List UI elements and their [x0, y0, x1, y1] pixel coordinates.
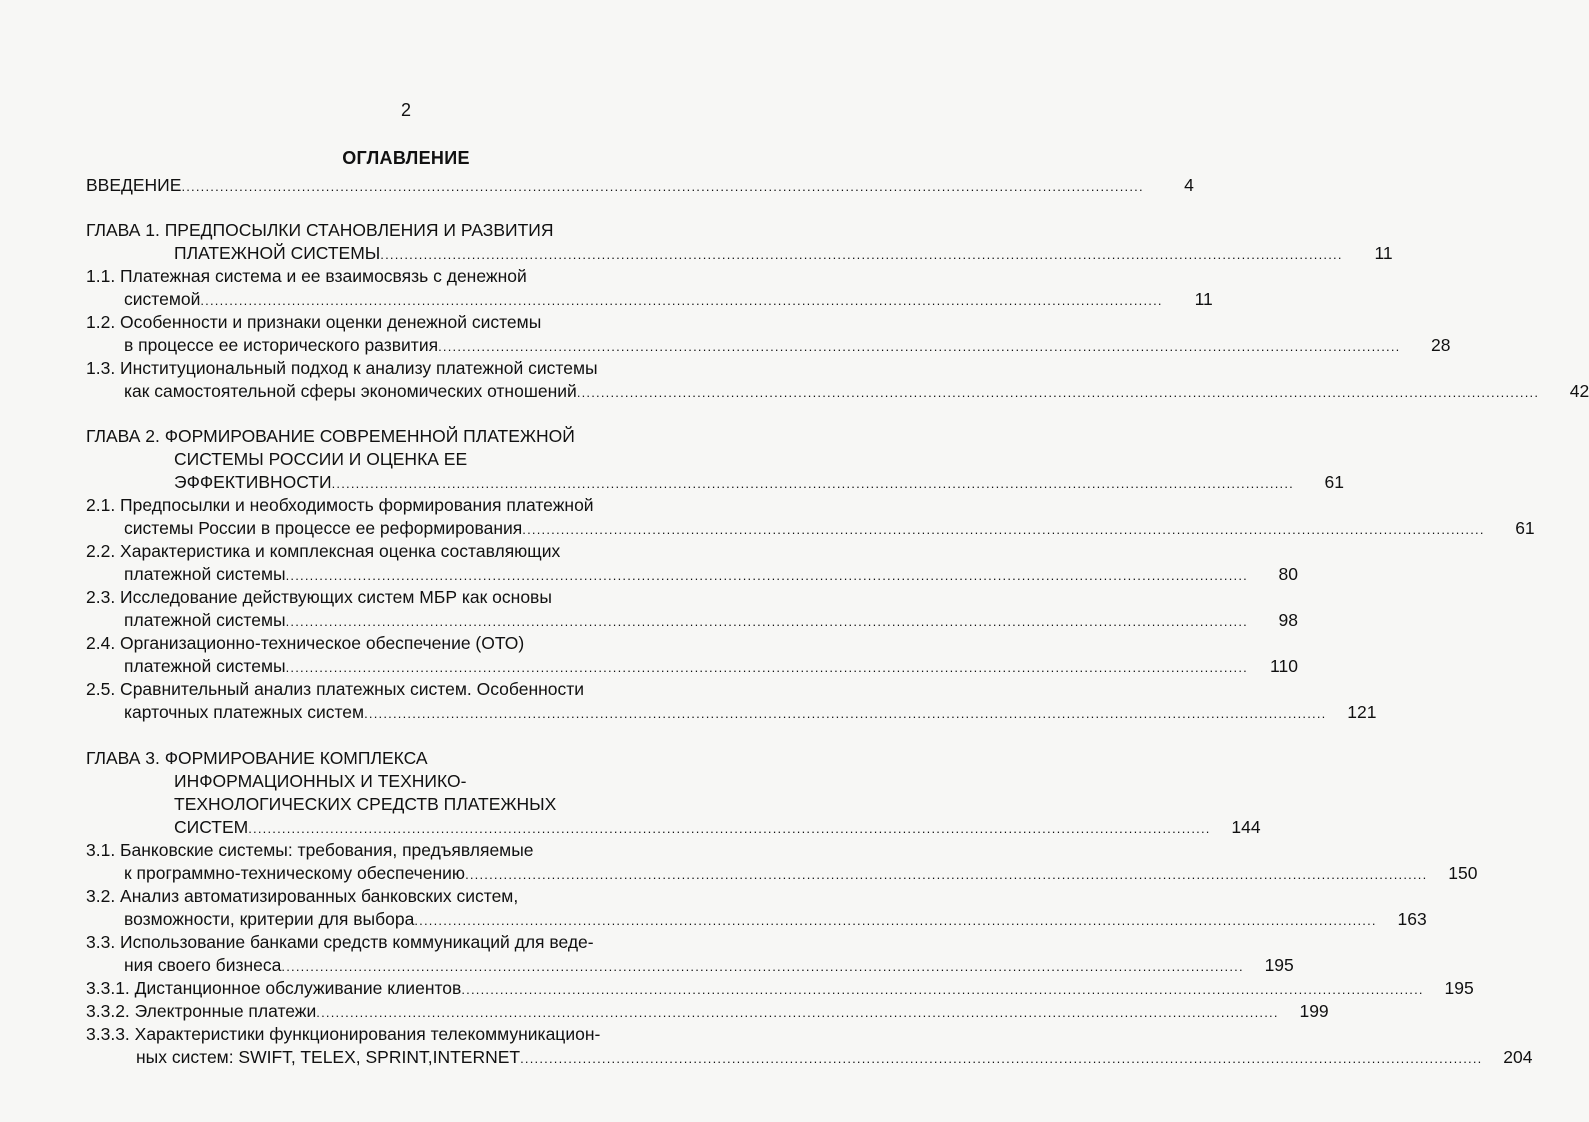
toc-entry-title: как самостоятельной сферы экономических отношений [124, 381, 577, 401]
toc-entry-title: 1.3. Институциональный подход к анализу платежной системы [86, 358, 598, 378]
toc-line [86, 493, 730, 517]
dot-leader: ........................................................................................................................................................................................................ [281, 959, 1244, 974]
toc-entry-page: 98 [1278, 610, 1298, 630]
toc-entry-title: СИСТЕМЫ РОССИИ И ОЦЕНКА ЕЕ [174, 449, 468, 469]
toc-entry-title: ТЕХНОЛОГИЧЕСКИХ СРЕДСТВ ПЛАТЕЖНЫХ [174, 794, 557, 814]
toc-entry-title: платежной системы [124, 564, 286, 584]
dot-leader: ........................................................................................................................................................................................................ [380, 247, 1343, 262]
toc-entry-page: 61 [1515, 518, 1535, 538]
dot-leader: ........................................................................................................................................................................................................ [520, 1051, 1483, 1066]
toc-entry-page: 61 [1324, 472, 1344, 492]
toc-entry-title: 2.1. Предпосылки и необходимость формирования платежной [86, 495, 594, 515]
toc-entry-title: возможности, критерии для выбора [124, 909, 415, 929]
toc-entry-page: 150 [1448, 863, 1478, 883]
toc-line [86, 838, 730, 862]
toc-line [86, 1022, 730, 1046]
toc-entry [174, 815, 1261, 839]
dot-leader: ........................................................................................................................................................................................................ [461, 982, 1424, 997]
toc-entry-title: СИСТЕМ [174, 817, 249, 837]
toc-entry-title: ГЛАВА 2. ФОРМИРОВАНИЕ СОВРЕМЕННОЙ ПЛАТЕЖНОЙ [86, 426, 575, 446]
toc-entry-page: 28 [1430, 335, 1451, 355]
toc-entry [124, 379, 1589, 403]
toc-line [86, 218, 730, 242]
toc-entry [174, 470, 1344, 494]
toc-entry-title: 1.2. Особенности и признаки оценки денежной системы [86, 312, 542, 332]
toc-entry-title: системы России в процессе ее реформирования [124, 518, 523, 538]
dot-leader: ........................................................................................................................................................................................................ [285, 568, 1248, 583]
dot-leader: ........................................................................................................................................................................................................ [414, 913, 1377, 928]
toc-entry-title: карточных платежных систем [124, 702, 365, 722]
toc-entry [124, 608, 1298, 632]
toc-entry [174, 241, 1393, 265]
dot-leader: ........................................................................................................................................................................................................ [181, 179, 1144, 194]
toc-entry-page: 144 [1231, 817, 1261, 837]
toc-line [86, 884, 730, 908]
dot-leader: ........................................................................................................................................................................................................ [285, 660, 1248, 675]
toc-entry [124, 562, 1298, 586]
toc-entry-title: 3.2. Анализ автоматизированных банковских систем, [86, 886, 519, 906]
toc-entry-page: 195 [1444, 978, 1474, 998]
toc-entry [124, 333, 1451, 357]
toc-line [86, 930, 730, 954]
dot-leader: ........................................................................................................................................................................................................ [465, 867, 1428, 882]
toc-entry [124, 654, 1298, 678]
toc-entry-title: ВВЕДЕНИЕ [86, 175, 182, 195]
toc-entry-page: 11 [1194, 289, 1213, 309]
toc-entry [136, 1045, 1533, 1069]
toc-entry [86, 999, 1329, 1023]
dot-leader: ........................................................................................................................................................................................................ [576, 385, 1540, 400]
toc-line [86, 539, 730, 563]
toc-entry-title: 3.3. Использование банками средств коммуникаций для веде- [86, 932, 594, 952]
toc-entry-page: 163 [1397, 909, 1427, 929]
toc-entry-title: ИНФОРМАЦИОННЫХ И ТЕХНИКО- [174, 771, 467, 791]
toc-entry [86, 173, 1194, 197]
dot-leader: ........................................................................................................................................................................................................ [331, 476, 1294, 491]
toc-entry [124, 861, 1478, 885]
toc-entry-page: 42 [1569, 381, 1589, 401]
toc-entry-page: 195 [1264, 955, 1294, 975]
toc-entry-page: 110 [1270, 656, 1298, 676]
toc-line [86, 424, 730, 448]
toc-entry-title: 2.2. Характеристика и комплексная оценка составляющих [86, 541, 561, 561]
toc-entry [124, 953, 1294, 977]
toc-line [86, 631, 730, 655]
toc-entry-page: 80 [1278, 564, 1298, 584]
dot-leader: ........................................................................................................................................................................................................ [285, 614, 1248, 629]
dot-leader: ........................................................................................................................................................................................................ [364, 706, 1327, 721]
dot-leader: ........................................................................................................................................................................................................ [522, 522, 1485, 537]
toc-line [86, 356, 730, 380]
toc-entry-page: 199 [1299, 1001, 1329, 1021]
dot-leader: ........................................................................................................................................................................................................ [316, 1005, 1279, 1020]
toc-entry-title: к программно-техническому обеспечению [124, 863, 466, 883]
toc-entry-title: 2.4. Организационно-техническое обеспечение (ОТО) [86, 633, 525, 653]
toc-line [86, 746, 730, 770]
toc-entry-title: 2.3. Исследование действующих систем МБР как основы [86, 587, 552, 607]
page-title: ОГЛАВЛЕНИЕ [342, 148, 470, 168]
toc-entry-title: 1.1. Платежная система и ее взаимосвязь с денежной [86, 266, 527, 286]
dot-leader: ........................................................................................................................................................................................................ [248, 821, 1211, 836]
toc-entry-title: 3.3.2. Электронные платежи [86, 1001, 317, 1021]
toc-entry-title: ЭФФЕКТИВНОСТИ [174, 472, 332, 492]
toc-entry [124, 700, 1377, 724]
toc-entry [86, 976, 1474, 1000]
toc-line [86, 264, 730, 288]
toc-line [86, 585, 730, 609]
toc-entry-title: платежной системы [124, 610, 286, 630]
toc-entry-title: системой [124, 289, 201, 309]
toc-entry-title: 2.5. Сравнительный анализ платежных систем. Особенности [86, 679, 585, 699]
toc-entry-page: 4 [1184, 175, 1194, 195]
toc-line [86, 677, 730, 701]
toc-entry-title: ния своего бизнеса [124, 955, 282, 975]
toc-entry-title: ПЛАТЕЖНОЙ СИСТЕМЫ [174, 243, 381, 263]
toc-entry-title: 3.1. Банковские системы: требования, предъявляемые [86, 840, 534, 860]
toc-line [174, 447, 730, 471]
toc-entry [124, 907, 1427, 931]
toc-entry [124, 287, 1213, 311]
toc-entry-title: 3.3.1. Дистанционное обслуживание клиентов [86, 978, 462, 998]
toc-entry-title: ГЛАВА 3. ФОРМИРОВАНИЕ КОМПЛЕКСА [86, 748, 428, 768]
toc-entry [124, 516, 1535, 540]
toc-line [86, 310, 730, 334]
dot-leader: ........................................................................................................................................................................................................ [438, 339, 1401, 354]
toc-entry-title: ГЛАВА 1. ПРЕДПОСЫЛКИ СТАНОВЛЕНИЯ И РАЗВИТИЯ [86, 220, 554, 240]
toc-entry-title: 3.3.3. Характеристики функционирования телекоммуникацион- [86, 1024, 601, 1044]
toc-entry-page: 11 [1374, 243, 1393, 263]
toc-entry-title: платежной системы [124, 656, 286, 676]
page-number: 2 [400, 100, 411, 120]
toc-line [174, 792, 730, 816]
toc-entry-page: 204 [1503, 1047, 1533, 1067]
toc-entry-title: ных систем: SWIFT, TELEX, SPRINT,INTERNET [136, 1047, 521, 1067]
toc-entry-page: 121 [1347, 702, 1377, 722]
dot-leader: ........................................................................................................................................................................................................ [200, 293, 1163, 308]
toc-line [174, 769, 730, 793]
toc-entry-title: в процессе ее исторического развития [124, 335, 439, 355]
